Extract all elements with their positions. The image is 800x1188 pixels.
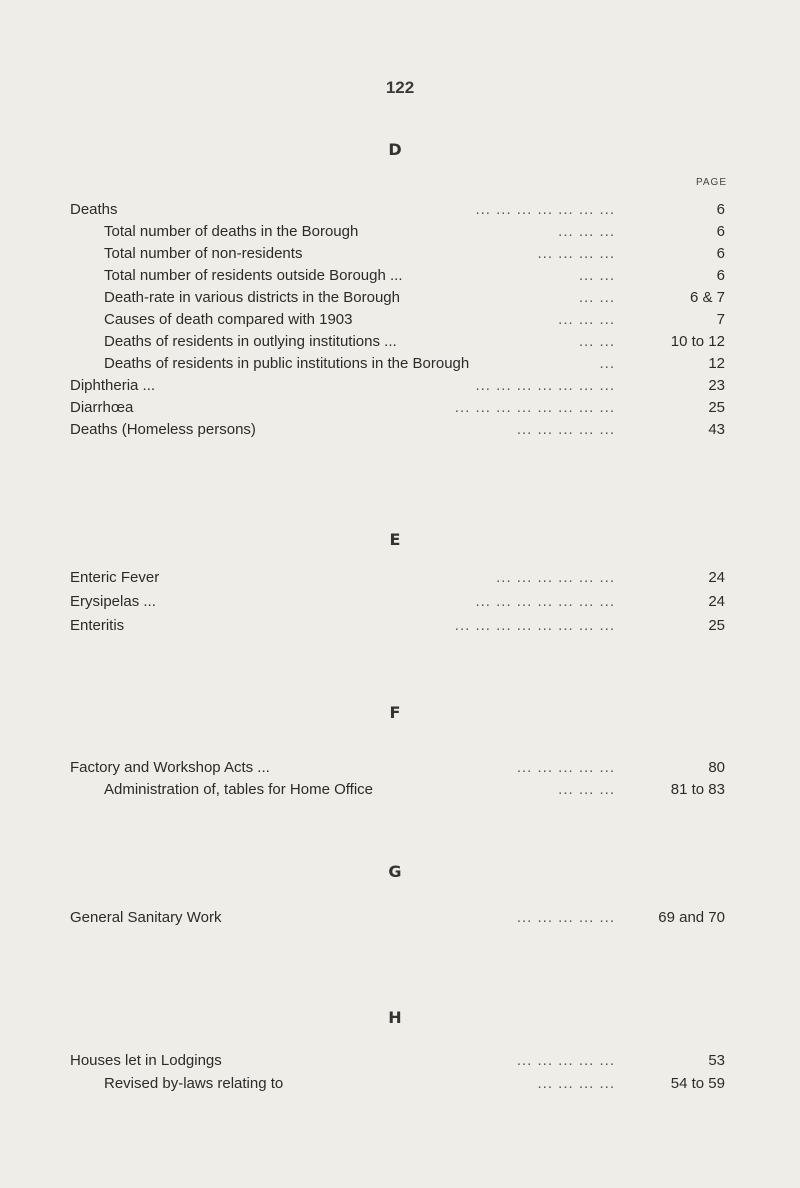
entry-page: 43 — [708, 421, 725, 438]
entry-leader-dots: ... ... — [578, 333, 615, 350]
entry-label: Diarrhœa — [70, 399, 134, 416]
entry-page: 6 — [716, 223, 725, 240]
entry-leader-dots: ... ... ... ... ... — [516, 759, 615, 776]
page-number: 122 — [385, 78, 415, 97]
page-column-heading: PAGE — [695, 177, 727, 188]
index-subentry — [104, 309, 725, 331]
entry-label: General Sanitary Work — [70, 909, 222, 926]
section-letter-g: G — [388, 862, 402, 881]
entry-leader-dots: ... ... ... ... ... — [516, 909, 615, 926]
entry-page: 25 — [708, 617, 725, 634]
entry-label: Diphtheria ... — [70, 377, 156, 394]
entry-page: 81 to 83 — [670, 781, 725, 798]
index-subentry — [104, 243, 725, 265]
index-subentry — [104, 353, 725, 375]
entry-label: Total number of non-residents — [104, 245, 303, 262]
entry-page: 6 — [716, 245, 725, 262]
index-entry — [70, 615, 725, 637]
entry-label: Enteritis — [70, 617, 125, 634]
entry-leader-dots: ... ... ... — [558, 311, 615, 328]
entry-label: Administration of, tables for Home Office — [104, 781, 374, 798]
section-letter-h: H — [388, 1008, 402, 1027]
entry-leader-dots: ... ... — [578, 267, 615, 284]
entry-page: 53 — [708, 1052, 725, 1069]
index-entry — [70, 567, 725, 589]
section-letter-d: D — [388, 140, 402, 159]
entry-page: 6 — [716, 201, 725, 218]
index-entry — [70, 591, 725, 613]
index-entry — [70, 1050, 725, 1072]
entry-leader-dots: ... ... ... ... ... ... ... — [475, 377, 615, 394]
entry-leader-dots: ... ... ... ... ... ... — [496, 569, 615, 586]
entry-label: Enteric Fever — [70, 569, 160, 586]
entry-label: Revised by-laws relating to — [104, 1075, 284, 1092]
index-entry — [70, 375, 725, 397]
entry-leader-dots: ... ... ... ... ... ... ... — [475, 201, 615, 218]
entry-leader-dots: ... ... ... ... ... — [516, 421, 615, 438]
index-subentry — [104, 265, 725, 287]
entry-label: Houses let in Lodgings — [70, 1052, 222, 1069]
index-entry — [70, 397, 725, 419]
index-subentry — [104, 287, 725, 309]
entry-leader-dots: ... ... ... — [558, 223, 615, 240]
entry-leader-dots: ... ... ... — [558, 781, 615, 798]
index-entry — [70, 757, 725, 779]
entry-page: 23 — [708, 377, 725, 394]
section-letter-e: E — [389, 530, 401, 549]
entry-page: 25 — [708, 399, 725, 416]
entry-label: Deaths — [70, 201, 118, 218]
entry-label: Deaths of residents in public institutions in the Borough — [104, 355, 470, 372]
entry-label: Deaths of residents in outlying institutions ... — [104, 333, 397, 350]
entry-page: 54 to 59 — [670, 1075, 725, 1092]
index-entry — [70, 419, 725, 441]
entry-label: Death-rate in various districts in the Borough — [104, 289, 400, 306]
entry-label: Erysipelas ... — [70, 593, 156, 610]
index-subentry — [104, 331, 725, 353]
entry-label: Deaths (Homeless persons) — [70, 421, 256, 438]
entry-leader-dots: ... ... ... ... — [537, 1075, 615, 1092]
entry-leader-dots: ... ... — [578, 289, 615, 306]
entry-page: 24 — [708, 569, 725, 586]
entry-leader-dots: ... — [599, 355, 615, 372]
entry-page: 24 — [708, 593, 725, 610]
entry-page: 69 and 70 — [658, 909, 725, 926]
entry-label: Causes of death compared with 1903 — [104, 311, 353, 328]
index-subentry — [104, 1073, 725, 1095]
index-subentry — [104, 221, 725, 243]
entry-leader-dots: ... ... ... ... ... ... ... — [475, 593, 615, 610]
entry-page: 10 to 12 — [670, 333, 725, 350]
entry-leader-dots: ... ... ... ... ... — [516, 1052, 615, 1069]
index-entry — [70, 199, 725, 221]
entry-page: 12 — [708, 355, 725, 372]
entry-page: 6 & 7 — [689, 289, 725, 306]
entry-leader-dots: ... ... ... ... — [537, 245, 615, 262]
entry-label: Factory and Workshop Acts ... — [70, 759, 270, 776]
entry-leader-dots: ... ... ... ... ... ... ... ... — [454, 617, 615, 634]
index-subentry — [104, 779, 725, 801]
entry-leader-dots: ... ... ... ... ... ... ... ... — [454, 399, 615, 416]
entry-page: 80 — [708, 759, 725, 776]
entry-label: Total number of deaths in the Borough — [104, 223, 359, 240]
section-letter-f: F — [389, 703, 401, 722]
index-entry — [70, 907, 725, 929]
entry-page: 6 — [716, 267, 725, 284]
entry-label: Total number of residents outside Borough ... — [104, 267, 403, 284]
entry-page: 7 — [716, 311, 725, 328]
